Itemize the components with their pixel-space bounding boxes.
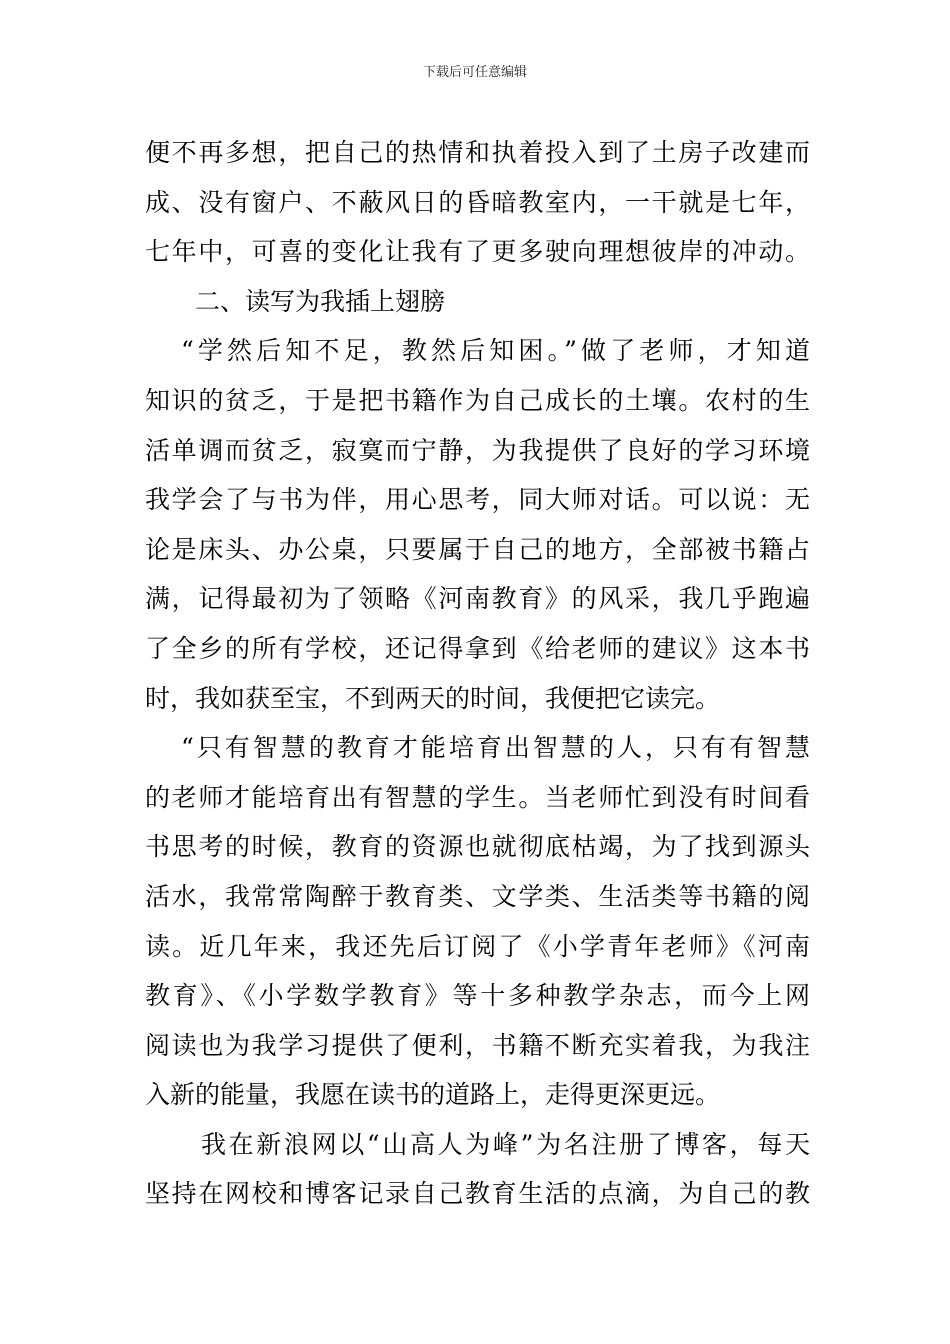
text-line: “学然后知不足，教然后知困。”做了老师，才知道	[181, 336, 810, 366]
text-line: 满，记得最初为了领略《河南教育》的风采，我几乎跑遍	[145, 584, 810, 614]
text-line: 入新的能量，我愿在读书的道路上，走得更深更远。	[145, 1080, 721, 1110]
text-line: 活单调而贫乏，寂寞而宁静，为我提供了良好的学习环境	[145, 435, 810, 465]
text-line: 教育》、《小学数学教育》等十多种教学杂志，而今上网	[145, 981, 810, 1011]
text-line: 便不再多想，把自己的热情和执着投入到了土房子改建而	[145, 138, 810, 167]
text-line: “只有智慧的教育才能培育出智慧的人，只有有智慧	[181, 733, 810, 763]
text-line: 了全乡的所有学校，还记得拿到《给老师的建议》这本书	[145, 633, 810, 663]
text-line: 的老师才能培育出有智慧的学生。当老师忙到没有时间看	[145, 782, 810, 812]
body-text	[145, 128, 810, 1219]
section-heading: 二、读写为我插上翅膀	[195, 286, 446, 316]
text-line: 活水，我常常陶醉于教育类、文学类、生活类等书籍的阅	[145, 881, 810, 911]
text-line: 读。近几年来，我还先后订阅了《小学青年老师》《河南	[145, 931, 810, 961]
page-header: 下载后可任意编辑	[422, 65, 527, 80]
text-line: 阅读也为我学习提供了便利，书籍不断充实着我，为我注	[145, 1030, 810, 1060]
text-line: 时，我如获至宝，不到两天的时间，我便把它读完。	[145, 683, 721, 713]
text-line: 坚持在网校和博客记录自己教育生活的点滴，为自己的教	[145, 1179, 810, 1209]
text-line: 书思考的时候，教育的资源也就彻底枯竭，为了找到源头	[145, 832, 810, 862]
text-line: 我在新浪网以“山高人为峰”为名注册了博客，每天	[201, 1129, 810, 1159]
text-line: 我学会了与书为伴，用心思考，同大师对话。可以说：无	[145, 485, 810, 515]
text-line: 论是床头、办公桌，只要属于自己的地方，全部被书籍占	[145, 534, 810, 564]
text-line: 七年中，可喜的变化让我有了更多驶向理想彼岸的冲动。	[145, 237, 810, 267]
text-line: 知识的贫乏，于是把书籍作为自己成长的土壤。农村的生	[145, 385, 810, 415]
text-line: 成、没有窗户、不蔽风日的昏暗教室内，一干就是七年，	[145, 187, 810, 217]
